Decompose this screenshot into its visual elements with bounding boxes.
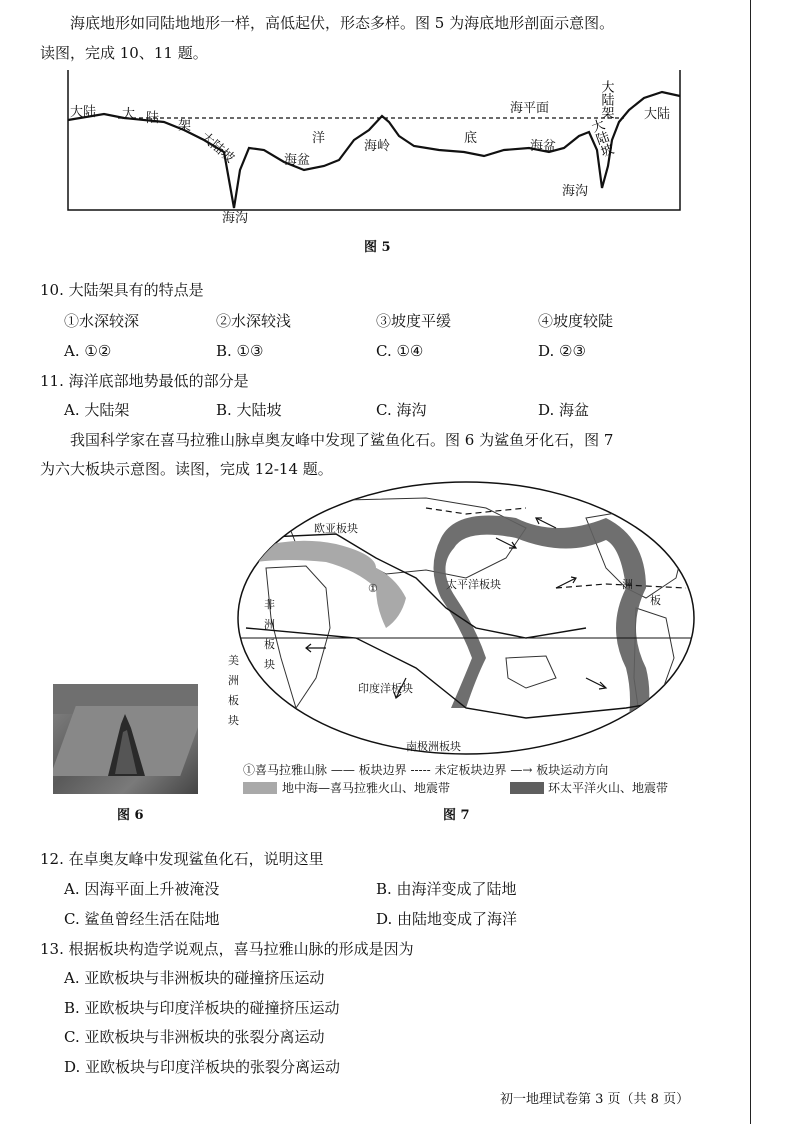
label-floor: 底: [464, 131, 478, 146]
q13-stem: 13. 根据板块构造学说观点，喜马拉雅山脉的形成是因为: [40, 940, 414, 958]
label-land-right: 大陆: [644, 107, 671, 122]
label-trench-right: 海沟: [562, 184, 589, 199]
label-ridge: 海岭: [364, 139, 391, 154]
label-sea-level: 海平面: [510, 101, 550, 116]
figure-7-caption: 图 7: [443, 808, 470, 823]
q12-option-a[interactable]: A. 因海平面上升被淹没: [64, 880, 220, 898]
plate-label-america-left-4: 块: [228, 714, 239, 727]
label-slope-right: 大陆坡: [586, 117, 615, 160]
label-ocean: 洋: [312, 131, 326, 146]
intro-text-3: 我国科学家在喜马拉雅山脉卓奥友峰中发现了鲨鱼化石。图 6 为鲨鱼牙化石，图 7: [70, 431, 614, 449]
plate-label-antarctic: 南极洲板块: [406, 740, 461, 753]
plate-label-pacific: 太平洋板块: [446, 578, 501, 591]
label-slope-left: 大陆坡: [197, 129, 237, 167]
q11-stem: 11. 海洋底部地势最低的部分是: [40, 372, 249, 390]
figure-6-shark-tooth-photo: [53, 684, 198, 794]
q10-item-4: ④坡度较陡: [538, 312, 614, 330]
label-basin-right: 海盆: [530, 139, 557, 154]
legend-swatch-med: [243, 782, 277, 794]
q12-option-c[interactable]: C. 鲨鱼曾经生活在陆地: [64, 910, 220, 928]
label-shelf-left-2: 陆: [146, 111, 160, 126]
q10-option-b[interactable]: B. ①③: [216, 342, 264, 360]
intro-text-2: 读图，完成 10、11 题。: [40, 44, 208, 62]
q10-item-2: ②水深较浅: [216, 312, 292, 330]
label-basin-left: 海盆: [284, 153, 311, 168]
plate-label-africa-2: 洲: [264, 618, 275, 631]
figure-6-caption: 图 6: [117, 808, 144, 823]
figure-5-ocean-profile: [64, 70, 684, 230]
q12-option-d[interactable]: D. 由陆地变成了海洋: [376, 910, 518, 928]
q11-option-b[interactable]: B. 大陆坡: [216, 401, 282, 419]
plate-label-america-left-2: 洲: [228, 674, 239, 687]
q12-stem: 12. 在卓奥友峰中发现鲨鱼化石，说明这里: [40, 850, 324, 868]
q10-option-d[interactable]: D. ②③: [538, 342, 586, 360]
plate-label-africa-4: 块: [264, 658, 275, 671]
figure-7-plate-map: [226, 478, 706, 798]
q10-option-c[interactable]: C. ①④: [376, 342, 424, 360]
plate-label-africa-3: 板: [264, 638, 275, 651]
label-trench-left: 海沟: [222, 211, 249, 226]
q13-option-a[interactable]: A. 亚欧板块与非洲板块的碰撞挤压运动: [64, 969, 325, 987]
label-shelf-left-3: 架: [178, 119, 192, 134]
fig7-legend-pac: 环太平洋火山、地震带: [548, 781, 669, 795]
q10-option-a[interactable]: A. ①②: [64, 342, 112, 360]
label-land-left: 大陆: [70, 105, 97, 120]
legend-swatch-pac: [510, 782, 544, 794]
intro-text-1: 海底地形如同陆地地形一样，高低起伏，形态多样。图 5 为海底地形剖面示意图。: [70, 14, 615, 32]
figure-5-caption: 图 5: [364, 240, 391, 255]
label-shelf-left-1: 大: [122, 107, 136, 122]
plate-label-america-right-2: 板: [650, 594, 661, 607]
plate-label-africa-1: 非: [264, 598, 275, 611]
q10-item-3: ③坡度平缓: [376, 312, 452, 330]
q11-option-d[interactable]: D. 海盆: [538, 401, 590, 419]
q10-item-1: ①水深较深: [64, 312, 140, 330]
intro-text-4: 为六大板块示意图。读图，完成 12-14 题。: [40, 460, 333, 478]
plate-label-indian: 印度洋板块: [358, 682, 413, 695]
q13-option-d[interactable]: D. 亚欧板块与印度洋板块的张裂分离运动: [64, 1058, 341, 1076]
q10-stem: 10. 大陆架具有的特点是: [40, 281, 204, 299]
q13-option-b[interactable]: B. 亚欧板块与印度洋板块的碰撞挤压运动: [64, 999, 340, 1017]
plate-label-america-right-1: 洲: [622, 578, 633, 591]
plate-label-america-left-1: 美: [228, 654, 239, 667]
q13-option-c[interactable]: C. 亚欧板块与非洲板块的张裂分离运动: [64, 1028, 325, 1046]
plate-label-eurasia: 欧亚板块: [314, 522, 358, 535]
q12-option-b[interactable]: B. 由海洋变成了陆地: [376, 880, 517, 898]
fig7-legend-med: 地中海—喜马拉雅火山、地震带: [282, 781, 451, 795]
q11-option-a[interactable]: A. 大陆架: [64, 401, 130, 419]
plate-label-america-left-3: 板: [228, 694, 239, 707]
label-shelf-right: 大陆架: [598, 80, 614, 119]
margin-rule: [750, 0, 751, 1124]
page-footer: 初一地理试卷第 3 页（共 8 页）: [500, 1092, 690, 1107]
q11-option-c[interactable]: C. 海沟: [376, 401, 427, 419]
himalaya-marker: ①: [368, 582, 378, 595]
fig7-legend-row1: ①喜马拉雅山脉 —— 板块边界 ----- 未定板块边界 —→ 板块运动方向: [243, 763, 609, 777]
